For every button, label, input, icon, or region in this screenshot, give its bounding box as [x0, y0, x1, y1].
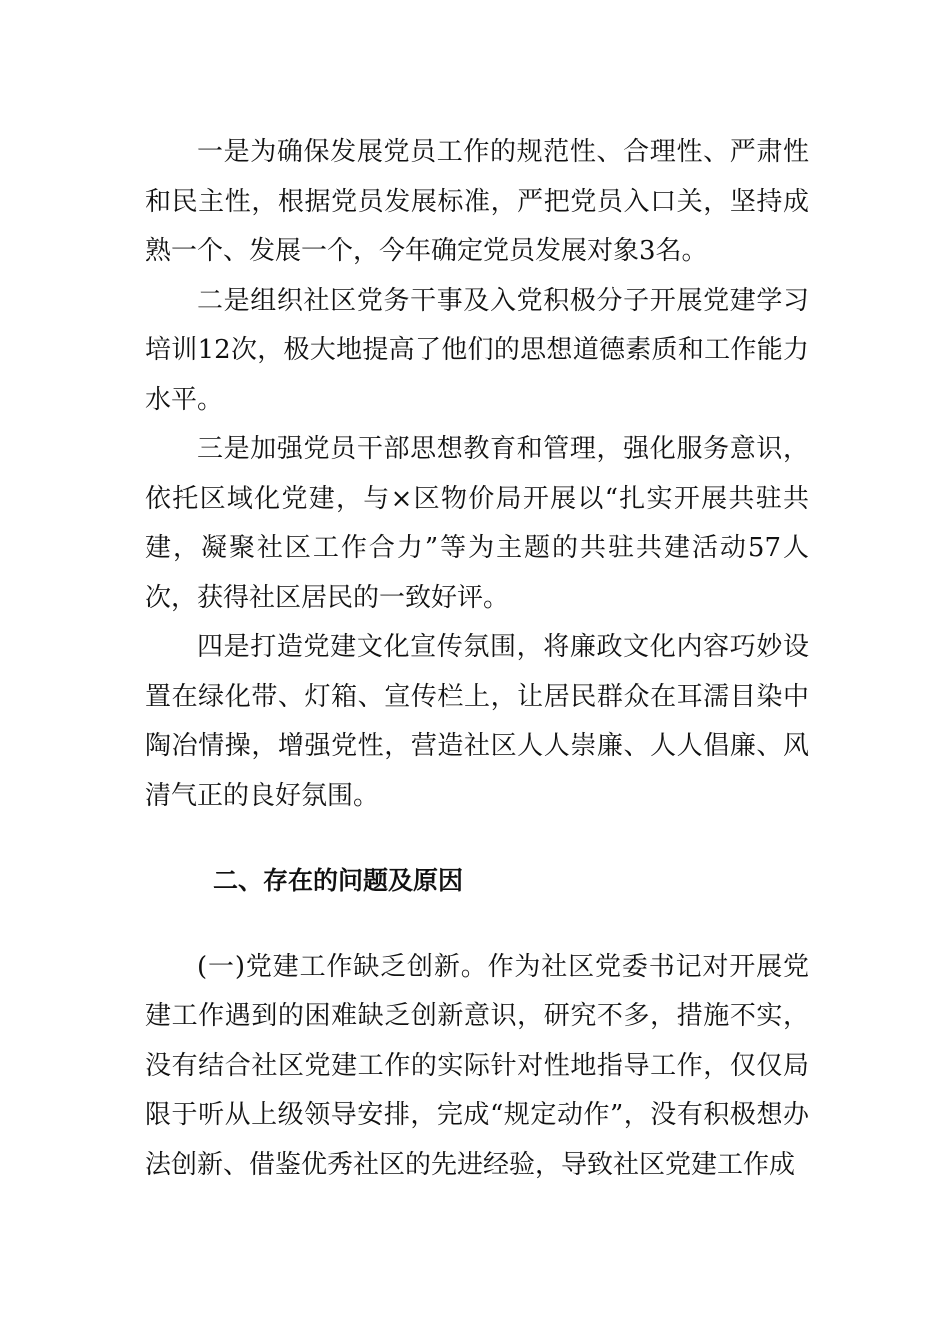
- paragraph-training: 二是组织社区党务干事及入党积极分子开展党建学习培训12次，极大地提高了他们的思想道德素质和工作能力水平。: [145, 285, 809, 415]
- paragraph-education-management: 三是加强党员干部思想教育和管理，强化服务意识，依托区域化党建，与×区物价局开展以“扎实开展共驻共建，凝聚社区工作合力”等为主题的共驻共建活动57人次，获得社区居民的一致好评。: [145, 434, 809, 613]
- paragraph-lack-innovation: (一)党建工作缺乏创新。作为社区党委书记对开展党建工作遇到的困难缺乏创新意识，研究不多，措施不实，没有结合社区党建工作的实际针对性地指导工作，仅仅局限于听从上级领导安排，完成“规定动作”，没有积极想办法创新、借鉴优秀社区的先进经验，导致社区党建工作成: [145, 951, 809, 1180]
- document-page: [145, 128, 809, 1190]
- paragraph-culture-atmosphere: 四是打造党建文化宣传氛围，将廉政文化内容巧妙设置在绿化带、灯箱、宣传栏上，让居民群众在耳濡目染中陶冶情操，增强党性，营造社区人人崇廉、人人倡廉、风清气正的良好氛围。: [145, 632, 809, 811]
- section-heading-problems: 二、存在的问题及原因: [213, 866, 464, 895]
- paragraph-member-development: 一是为确保发展党员工作的规范性、合理性、严肃性和民主性，根据党员发展标准，严把党员入口关，坚持成熟一个、发展一个，今年确定党员发展对象3名。: [145, 137, 809, 266]
